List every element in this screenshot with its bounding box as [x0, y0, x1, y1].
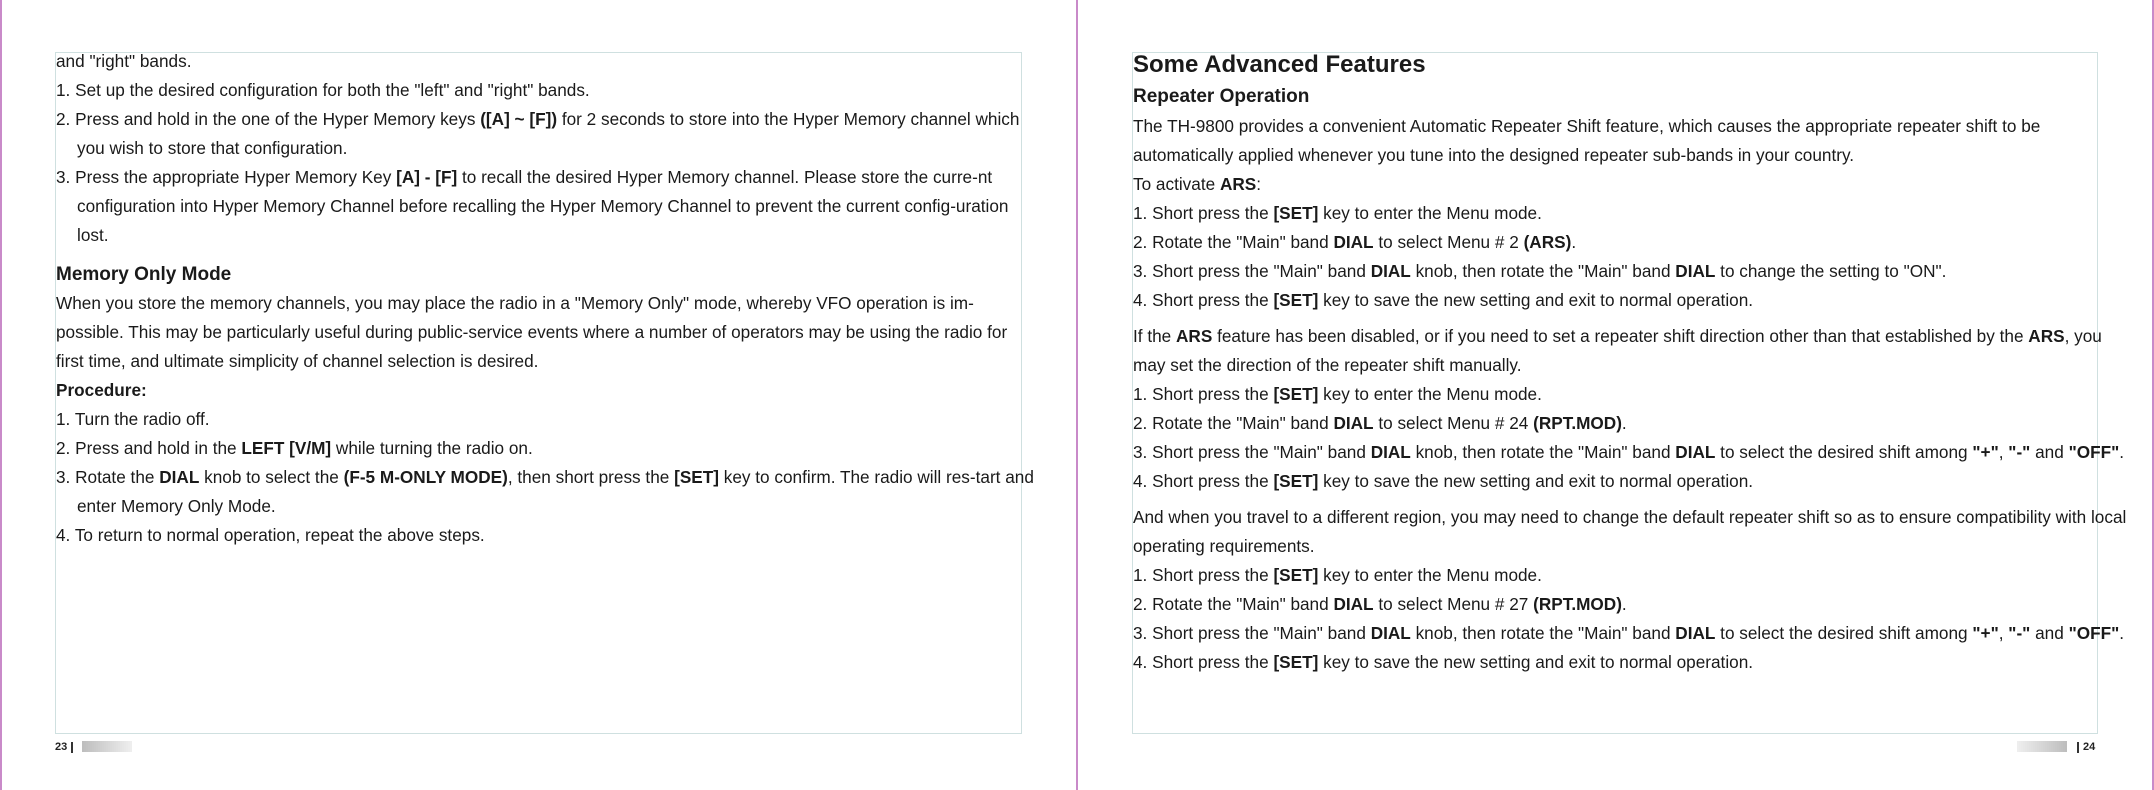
left-page: [0, 0, 1076, 790]
list-item: 2. Rotate the "Main" band DIAL to select Menu # 2 (ARS).: [1133, 232, 1577, 252]
list-item: 3. Rotate the DIAL knob to select the (F-5 M-ONLY MODE), then short press the [SET] key to confirm. The radio will res-tart and enter Memory Only Mode.: [56, 467, 1034, 516]
list-item: 3. Short press the "Main" band DIAL knob, then rotate the "Main" band DIAL to select the desired shift among "+", "-" and "OFF".: [1133, 442, 2125, 462]
procedure-label: Procedure:: [56, 380, 147, 400]
right-page: [1077, 0, 2154, 790]
memory-only-body: When you store the memory channels, you may place the radio in a "Memory Only" mode, whereby VFO operation is im-possible. This may be particularly useful during public-service events where a number of operators may be using the radio for first time, and ultimate simplicity of channel selection is desired.: [56, 293, 1008, 371]
list-item: 3. Press the appropriate Hyper Memory Key [A] - [F] to recall the desired Hyper Memory channel. Please store the curre-nt configuration into Hyper Memory Channel before recalling the Hyper Memory Channel to prevent the current config-uration lost.: [56, 167, 1009, 245]
page-footer-bar: [82, 741, 132, 752]
left-page-content: [56, 47, 1036, 550]
memory-only-title: Memory Only Mode: [56, 264, 232, 285]
repeater-intro: The TH-9800 provides a convenient Automatic Repeater Shift feature, which causes the appropriate repeater shift to be automatically applied whenever you tune into the designed repeater sub-bands in your country.: [1133, 116, 2041, 165]
list-item: 1. Short press the [SET] key to enter the Menu mode.: [1133, 384, 1542, 404]
list-item: 1. Short press the [SET] key to enter the Menu mode.: [1133, 565, 1542, 585]
section-title: Repeater Operation: [1133, 86, 1310, 107]
list-item: 2. Press and hold in the LEFT [V/M] while turning the radio on.: [56, 438, 533, 458]
list-item: 4. Short press the [SET] key to save the new setting and exit to normal operation.: [1133, 290, 1754, 310]
travel-intro: And when you travel to a different region, you may need to change the default repeater shift so as to ensure compatibility with local operating requirements.: [1133, 507, 2127, 556]
intro-continuation: and "right" bands.: [56, 51, 192, 71]
list-item: 2. Rotate the "Main" band DIAL to select Menu # 27 (RPT.MOD).: [1133, 594, 1627, 614]
list-item: 3. Short press the "Main" band DIAL knob, then rotate the "Main" band DIAL to select the desired shift among "+", "-" and "OFF".: [1133, 623, 2125, 643]
list-item: 4. To return to normal operation, repeat the above steps.: [56, 525, 485, 545]
page-title: Some Advanced Features: [1133, 51, 1426, 78]
list-item: 1. Set up the desired configuration for both the "left" and "right" bands.: [56, 80, 590, 100]
list-item: 4. Short press the [SET] key to save the new setting and exit to normal operation.: [1133, 652, 1754, 672]
list-item: 3. Short press the "Main" band DIAL knob, then rotate the "Main" band DIAL to change the setting to "ON".: [1133, 261, 1947, 281]
list-item: 2. Press and hold in the one of the Hyper Memory keys ([A] ~ [F]) for 2 seconds to store into the Hyper Memory channel which you wish to store that configuration.: [56, 109, 1020, 158]
page-number: 24: [2073, 741, 2095, 753]
right-page-content: [1133, 48, 2133, 677]
list-item: 4. Short press the [SET] key to save the new setting and exit to normal operation.: [1133, 471, 1754, 491]
list-item: 1. Turn the radio off.: [56, 409, 210, 429]
manual-intro: If the ARS feature has been disabled, or if you need to set a repeater shift direction other than that established by the ARS, you may set the direction of the repeater shift manually.: [1133, 326, 2102, 375]
activate-line: To activate ARS:: [1133, 174, 1262, 194]
page-number: 23: [55, 741, 77, 753]
list-item: 2. Rotate the "Main" band DIAL to select Menu # 24 (RPT.MOD).: [1133, 413, 1627, 433]
list-item: 1. Short press the [SET] key to enter the Menu mode.: [1133, 203, 1542, 223]
page-footer-bar: [2017, 741, 2067, 752]
